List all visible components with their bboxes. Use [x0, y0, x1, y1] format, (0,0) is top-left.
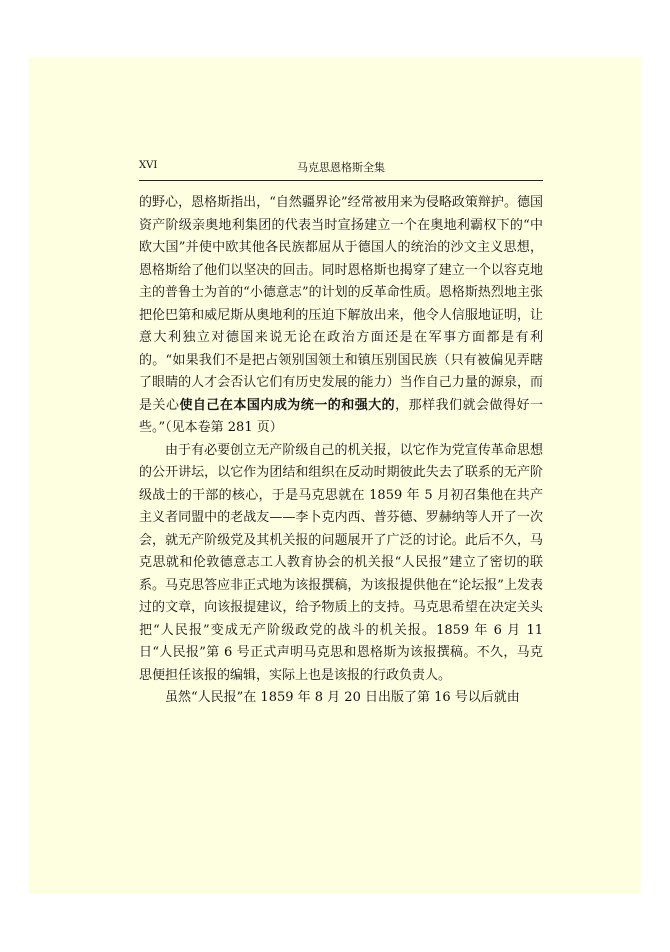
running-header: [139, 156, 543, 181]
paragraph-2-text: 由于有必要创立无产阶级自己的机关报，以它作为党宣传革命思想的公开讲坛，以它作为团结和组织在反动时期彼此失去了联系的无产阶级战士的干部的核心，于是马克思就在 1859 年 5 月初召集他在共产主义者同盟中的老战友——李卜克内西、普芬德、罗赫纳等人开了一次会，就无产阶级党及其机关报的问题展开了广泛的讨论。此后不久，马克思就和伦敦德意志工人教育协会的机关报“人民报”建立了密切的联系。马克思答应非正式地为该报撰稿，为该报提供他在“论坛报”上发表过的文章，向该报提建议，给予物质上的支持。马克思希望在决定关头把“人民报”变成无产阶级政党的战斗的机关报。1859 年 6 月 11 日“人民报”第 6 号正式声明马克思和恩格斯为该报撰稿。不久，马克思便担任该报的编辑，实际上也是该报的行政负责人。: [139, 442, 543, 683]
paragraph-3: [139, 687, 543, 710]
paragraph-1: [139, 192, 543, 440]
page-number: XVI: [139, 160, 158, 171]
body-text: [139, 192, 543, 710]
paragraph-3-text: 虽然“人民报”在 1859 年 8 月 20 日出版了第 16 号以后就由: [165, 690, 520, 705]
paragraph-1-text-a: 的野心，恩格斯指出，“自然疆界论”经常被用来为侵略政策辩护。德国资产阶级亲奥地利集团的代表当时宣扬建立一个在奥地利霸权下的“中欧大国”并使中欧其他各民族都屈从于德国人的统治的沙文主义思想，恩格斯给了他们以坚决的回击。同时恩格斯也揭穿了建立一个以容克地主的普鲁士为首的“小德意志”的计划的反革命性质。恩格斯热烈地主张把伦巴第和威尼斯从奥地利的压迫下解放出来，他令人信服地证明，让意大利独立对德国来说无论在政治方面还是在军事方面都是有利的。“如果我们不是把占领别国领土和镇压别国民族（只有被偏见弄瞎了眼睛的人才会否认它们有历史发展的能力）当作自己力量的源泉，而是关心: [139, 195, 543, 413]
paragraph-2: [139, 440, 543, 688]
paragraph-1-emphasis: 使自己在本国内成为统一的和强大的: [179, 397, 396, 413]
book-title: 马克思恩格斯全集: [297, 161, 385, 174]
paragraph-1-text-b: ，那样我们就会做得好一些。”（见本卷第 281 页）: [139, 397, 543, 435]
